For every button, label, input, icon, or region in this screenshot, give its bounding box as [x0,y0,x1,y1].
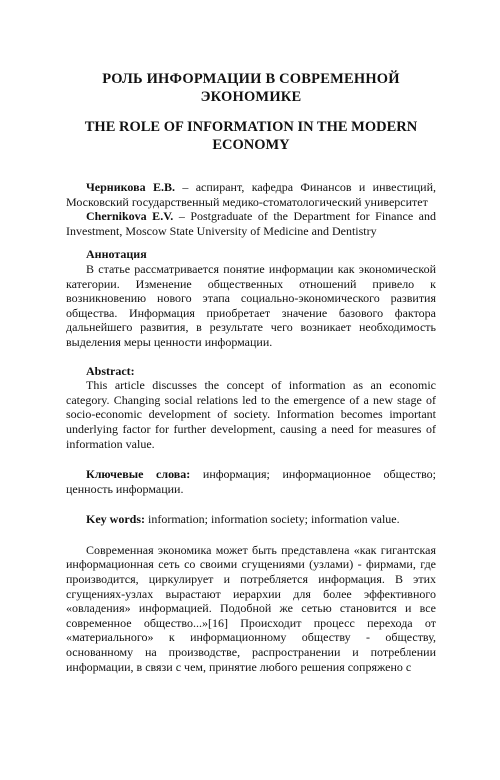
title-russian: РОЛЬ ИНФОРМАЦИИ В СОВРЕМЕННОЙ ЭКОНОМИКЕ [102,71,400,105]
abstract-russian-text: В статье рассматривается понятие информации как экономической категории. Изменение общественных отношений привело к возникновению нового этапа социально-экономического развития общества. Информация приобретает значение базового фактора дальнейшего развития, в результате чего возникает необходимость выделения меры ценности информации. [66,261,436,349]
author-russian [66,180,436,209]
paper-page [0,70,500,780]
abstract-russian [66,247,436,349]
author-english-name: Chernikova E.V. [86,209,174,224]
title-english: THE ROLE OF INFORMATION IN THE MODERN ECONOMY [84,119,418,153]
author-block [66,180,436,238]
keywords-english [66,512,436,527]
abstract-russian-heading: Аннотация [86,247,147,262]
author-english-affiliation: – Postgraduate of the Department for Finance and Investment, Moscow State University of Medicine and Dentistry [66,209,436,238]
abstract-english-heading: Abstract: [86,363,135,378]
abstract-english [66,364,436,452]
author-russian-affiliation: – аспирант, кафедра Финансов и инвестиций, Московский государственный медико-стоматологический университет [66,180,436,209]
keywords-english-label: Key words: [86,512,145,527]
keywords-russian-label: Ключевые слова: [86,467,191,482]
author-russian-name: Черникова Е.В. [86,180,175,194]
body-paragraph: Современная экономика может быть представлена «как гигантская информационная сеть со своими сгущениями (узлами) - фирмами, где производится, циркулирует и потребляется информация. В этих сгущениях-узлах вырастают иерархии для более эффективного «овладения» информацией. Подобной же сетью становится и все современное общество...»[16] Происходит процесс перехода от «материального» к информационному обществу - обществу, основанному на производстве, распространении и потреблении информации, в связи с чем, принятие любого решения сопряжено с [66,542,436,674]
author-english [66,209,436,238]
keywords-english-text: information; information society; information value. [145,512,400,527]
abstract-english-text: This article discusses the concept of information as an economic category. Changing social relations led to the emergence of a new stage of socio-economic development of society. Information becomes important underlying factor for further development, causing a need for measures of information value. [66,378,436,451]
keywords-russian [66,467,436,496]
keywords-russian-text: информация; информационное общество; ценность информации. [66,467,436,496]
